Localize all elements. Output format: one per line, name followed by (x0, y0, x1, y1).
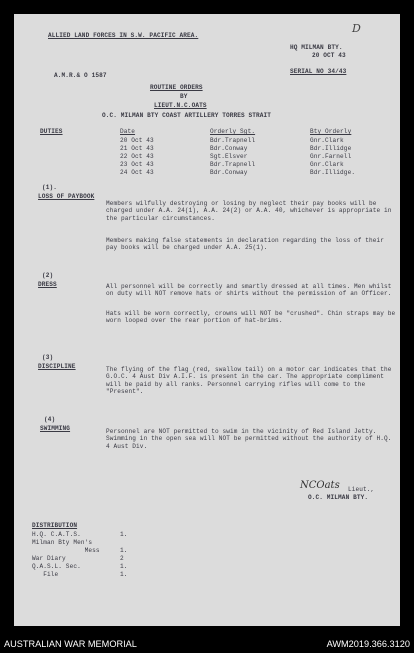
distribution-row: Mess (32, 547, 100, 554)
distribution-row: Milman Bty Men's (32, 539, 93, 546)
duty-row-date: 24 Oct 43 (120, 169, 154, 176)
section-paragraph: Hats will be worn correctly, crowns will NOT be "crushed". Chin straps may be worn looped over the rear portion of hat-brims. (106, 310, 396, 325)
distribution-row: War Diary (32, 555, 66, 562)
distribution-row: H.Q. C.A.T.S. (32, 531, 81, 538)
section-heading: LOSS OF PAYBOOK (38, 193, 95, 200)
title-officer: LIEUT.N.C.OATS (154, 102, 207, 109)
section-paragraph: Members making false statements in declaration regarding the loss of their pay books will be charged under A.A. 25(1). (106, 237, 385, 252)
serial-number: SERIAL NO 34/43 (290, 68, 347, 75)
distribution-qty: 1. (120, 563, 128, 570)
duty-row-date: 22 Oct 43 (120, 153, 154, 160)
section-paragraph: The flying of the flag (red, swallow tail) on a motor car indicates that the G.O.C. 4 Aust Div A.I.F. is present in the car. The appropriate compliment will be paid by all ranks. Personnel carrying rifles will come to the "Present". (106, 366, 392, 395)
duty-row-orderly: Gnr.Clark (310, 137, 344, 144)
duties-col-orderly: Bty Orderly (310, 128, 352, 135)
hq-label: HQ MILMAN BTY. (290, 44, 343, 51)
duties-label: DUTIES (40, 128, 63, 135)
title-by: BY (180, 93, 188, 100)
duty-row-orderly: Gnr.Farnell (310, 153, 352, 160)
distribution-qty: 2 (120, 555, 124, 562)
duty-row-orderly: Bdr.Illidge (310, 145, 352, 152)
distribution-qty: 1. (120, 571, 128, 578)
doc-date: 20 OCT 43 (312, 52, 346, 59)
duty-row-sgt: Sgt.Elsver (210, 153, 248, 160)
signature-rank: Lieut., (348, 486, 375, 493)
duty-row-date: 21 Oct 43 (120, 145, 154, 152)
duties-col-sgt: Orderly Sgt. (210, 128, 256, 135)
distribution-label: DISTRIBUTION (32, 522, 78, 529)
duty-row-sgt: Bdr.Conway (210, 145, 248, 152)
section-number: (2) (42, 272, 54, 279)
distribution-row: Q.A.S.L. Sec. (32, 563, 81, 570)
archive-footer (0, 636, 414, 653)
section-paragraph: Members wilfully destroying or losing by neglect their pay books will be charged under A.A. 24(1), A.A. 24(2) or A.A. 40, whichever is appropriate in the particular circumstances. (106, 200, 392, 222)
distribution-row: File (32, 571, 59, 578)
heading-left: ALLIED LAND FORCES IN S.W. PACIFIC AREA. (48, 32, 199, 39)
distribution-qty: 1. (120, 531, 128, 538)
footer-institution: AUSTRALIAN WAR MEMORIAL (4, 639, 137, 649)
section-paragraph: Personnel are NOT permitted to swim in the vicinity of Red Island Jetty. Swimming in the open sea will NOT be permitted without the authority of H.Q. 4 Aust Div. (106, 428, 392, 450)
section-number: (1). (42, 184, 58, 191)
ref-number: A.M.R.& O 1587 (54, 72, 107, 79)
footer-accession-number: AWM2019.366.3120 (326, 639, 410, 649)
duty-row-date: 20 Oct 43 (120, 137, 154, 144)
duty-row-orderly: Bdr.Illidge. (310, 169, 356, 176)
page-mark: D (352, 22, 361, 35)
distribution-qty: 1. (120, 547, 128, 554)
section-heading: DISCIPLINE (38, 363, 76, 370)
duties-col-date: Date (120, 128, 136, 135)
document-page (14, 14, 400, 626)
title-unit: O.C. MILMAN BTY COAST ARTILLERY TORRES STRAIT (102, 112, 272, 119)
section-paragraph: All personnel will be correctly and smartly dressed at all times. Men whilst on duty will NOT remove hats or shirts without the permission of an Officer. (106, 283, 392, 298)
signature: NCOats (300, 480, 340, 491)
title-routine-orders: ROUTINE ORDERS (150, 84, 203, 91)
duty-row-orderly: Gnr.Clark (310, 161, 344, 168)
signature-title: O.C. MILMAN BTY. (308, 494, 369, 501)
section-number: (3) (42, 354, 54, 361)
duty-row-sgt: Bdr.Trapnell (210, 137, 256, 144)
section-number: (4) (44, 416, 56, 423)
section-heading: DRESS (38, 281, 57, 288)
duty-row-sgt: Bdr.Trapnell (210, 161, 256, 168)
duty-row-sgt: Bdr.Conway (210, 169, 248, 176)
duty-row-date: 23 Oct 43 (120, 161, 154, 168)
section-heading: SWIMMING (40, 425, 71, 432)
